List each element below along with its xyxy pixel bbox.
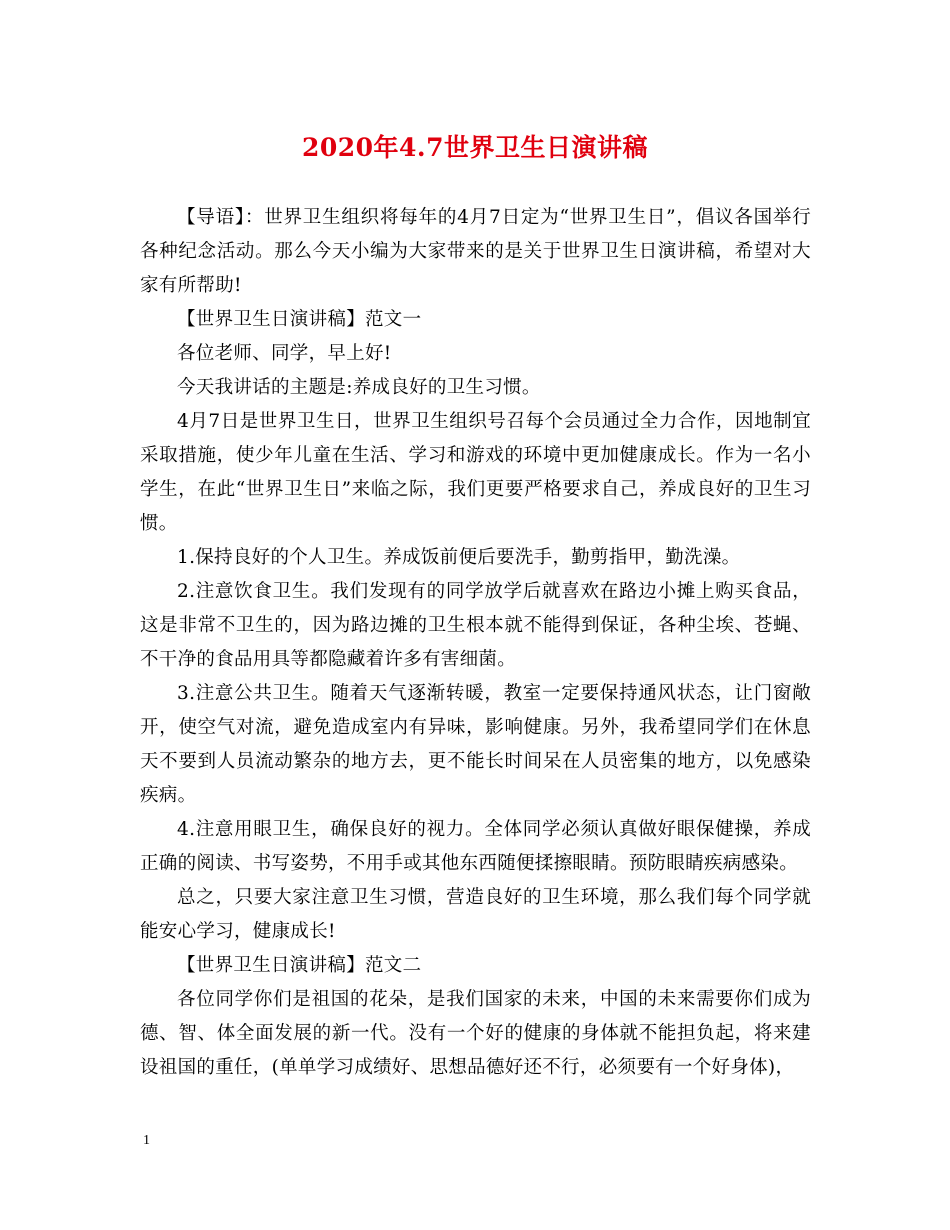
page-number: 1	[143, 1133, 150, 1148]
intro-paragraph: 【导语】：世界卫生组织将每年的4月7日定为“世界卫生日”，倡议各国举行各种纪念活动。那么今天小编为大家带来的是关于世界卫生日演讲稿，希望对大家有所帮助!	[140, 207, 811, 296]
document-body	[140, 201, 811, 1085]
section-heading-sample-two: 【世界卫生日演讲稿】范文二	[177, 955, 422, 976]
body-paragraph: 各位同学你们是祖国的花朵，是我们国家的未来，中国的未来需要你们成为德、智、体全面发展的新一代。没有一个好的健康的身体就不能担负起，将来建设祖国的重任，(单单学习成绩好、思想品德好还不行，必须要有一个好身体)，	[140, 989, 811, 1078]
section-heading-sample-one: 【世界卫生日演讲稿】范文一	[177, 309, 422, 330]
list-item-paragraph: 1.保持良好的个人卫生。养成饭前便后要洗手，勤剪指甲，勤洗澡。	[177, 547, 741, 568]
topic-paragraph: 今天我讲话的主题是:养成良好的卫生习惯。	[177, 377, 541, 398]
greeting-paragraph: 各位老师、同学，早上好!	[177, 343, 392, 364]
list-item-paragraph: 2.注意饮食卫生。我们发现有的同学放学后就喜欢在路边小摊上购买食品，这是非常不卫生的，因为路边摊的卫生根本就不能得到保证，各种尘埃、苍蝇、不干净的食品用具等都隐藏着许多有害细菌。	[140, 581, 811, 670]
body-paragraph: 4月7日是世界卫生日，世界卫生组织号召每个会员通过全力合作，因地制宜采取措施，使少年儿童在生活、学习和游戏的环境中更加健康成长。作为一名小学生，在此“世界卫生日”来临之际，我们更要严格要求自己，养成良好的卫生习惯。	[140, 411, 811, 534]
list-item-paragraph: 3.注意公共卫生。随着天气逐渐转暖，教室一定要保持通风状态，让门窗敞开，使空气对流，避免造成室内有异味，影响健康。另外，我希望同学们在休息天不要到人员流动繁杂的地方去，更不能长时间呆在人员密集的地方，以免感染疾病。	[140, 683, 811, 806]
page-title: 2020年4.7世界卫生日演讲稿	[301, 133, 649, 162]
conclusion-paragraph: 总之，只要大家注意卫生习惯，营造良好的卫生环境，那么我们每个同学就能安心学习，健康成长!	[140, 887, 811, 942]
list-item-paragraph: 4.注意用眼卫生，确保良好的视力。全体同学必须认真做好眼保健操，养成正确的阅读、书写姿势，不用手或其他东西随便揉擦眼睛。预防眼睛疾病感染。	[140, 819, 811, 874]
